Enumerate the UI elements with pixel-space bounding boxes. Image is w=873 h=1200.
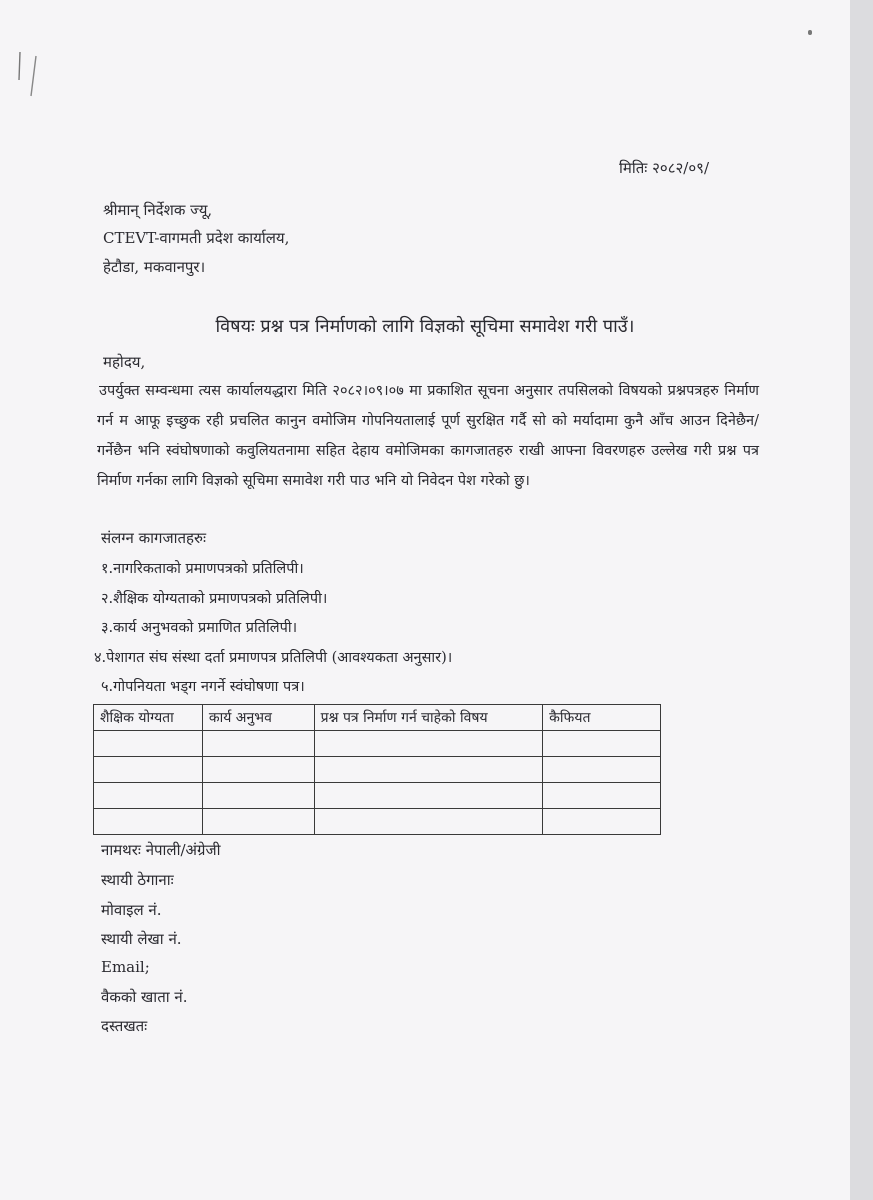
recipient-line-1: श्रीमान् निर्देशक ज्यू, [103, 201, 213, 219]
table-row [94, 731, 661, 757]
field-permanent-address: स्थायी ठेगानाः [101, 871, 174, 889]
salutation: महोदय, [103, 353, 146, 371]
table-cell [94, 809, 203, 835]
field-pan: स्थायी लेखा नं. [101, 930, 182, 948]
table-cell [202, 757, 314, 783]
table-cell [314, 731, 543, 757]
field-email: Email; [101, 958, 150, 976]
table-cell [314, 757, 543, 783]
letter-body: उपर्युक्त सम्वन्धमा त्यस कार्यालयद्धारा मिति २०८२।०९।०७ मा प्रकाशित सूचना अनुसार तपसिलको विषयको प्रश्नपत्रहरु निर्माण गर्न म आफू इच्छुक रही प्रचलित कानुन वमोजिम गोपनियतालाई पूर्ण सुरक्षित गर्दै सो को मर्यादामा कुनै आँच आउन दिनेछैन/गर्नेछैन भनि स्वंघोषणाको कवुलियतनामा सहित देहाय वमोजिमका कागजातहरु राखी आफ्ना विवरणहरु उल्लेख गरी प्रश्न पत्र निर्माण गर्नका लागि विज्ञको सूचिमा समावेश गरी पाउ भनि यो निवेदन पेश गरेको छु। [97, 383, 759, 489]
table-header-cell: शैक्षिक योग्यता [94, 705, 203, 731]
field-signature: दस्तखतः [101, 1017, 148, 1035]
table-header-row [94, 705, 661, 731]
recipient-line-2: CTEVT-वागमती प्रदेश कार्यालय, [103, 229, 290, 247]
recipient-line-3: हेटौडा, मकवानपुर। [103, 258, 206, 276]
letter-subject: विषयः प्रश्न पत्र निर्माणको लागि विज्ञको सूचिमा समावेश गरी पाउँ। [215, 316, 635, 337]
table-cell [94, 731, 203, 757]
field-name: नामथरः नेपाली/अंग्रेजी [101, 841, 221, 859]
table-row [94, 809, 661, 835]
table-cell [202, 731, 314, 757]
table-cell [94, 757, 203, 783]
table-cell [543, 731, 661, 757]
table-header-cell: कार्य अनुभव [202, 705, 314, 731]
table-cell [543, 757, 661, 783]
table-cell [314, 809, 543, 835]
attachment-item: ५.गोपनियता भड्ग नगर्ने स्वंघोषणा पत्र। [101, 679, 305, 695]
table-cell [314, 783, 543, 809]
details-table [93, 704, 661, 835]
attachment-item: ४.पेशागत संघ संस्था दर्ता प्रमाणपत्र प्रतिलिपी (आवश्यकता अनुसार)। [94, 650, 453, 666]
table-row [94, 757, 661, 783]
letter-date: मितिः २०८२/०९/ [619, 159, 709, 177]
table-cell [543, 809, 661, 835]
table-cell [202, 809, 314, 835]
attachment-item: १.नागरिकताको प्रमाणपत्रको प्रतिलिपी। [101, 561, 304, 577]
table-cell [202, 783, 314, 809]
staple-mark-icon [16, 50, 46, 100]
table-header-cell: प्रश्न पत्र निर्माण गर्न चाहेको विषय [314, 705, 543, 731]
attachment-item: २.शैक्षिक योग्यताको प्रमाणपत्रको प्रतिलिपी। [101, 591, 328, 607]
page-edge [850, 0, 873, 1200]
field-bank-account: वैकको खाता नं. [101, 988, 188, 1006]
table-row [94, 783, 661, 809]
table-cell [543, 783, 661, 809]
ink-dot [808, 30, 812, 35]
table-cell [94, 783, 203, 809]
field-mobile: मोवाइल नं. [101, 901, 162, 919]
attachments-heading: संलग्न कागजातहरुः [101, 529, 206, 547]
attachment-item: ३.कार्य अनुभवको प्रमाणित प्रतिलिपी। [101, 620, 298, 636]
table-header-cell: कैफियत [543, 705, 661, 731]
